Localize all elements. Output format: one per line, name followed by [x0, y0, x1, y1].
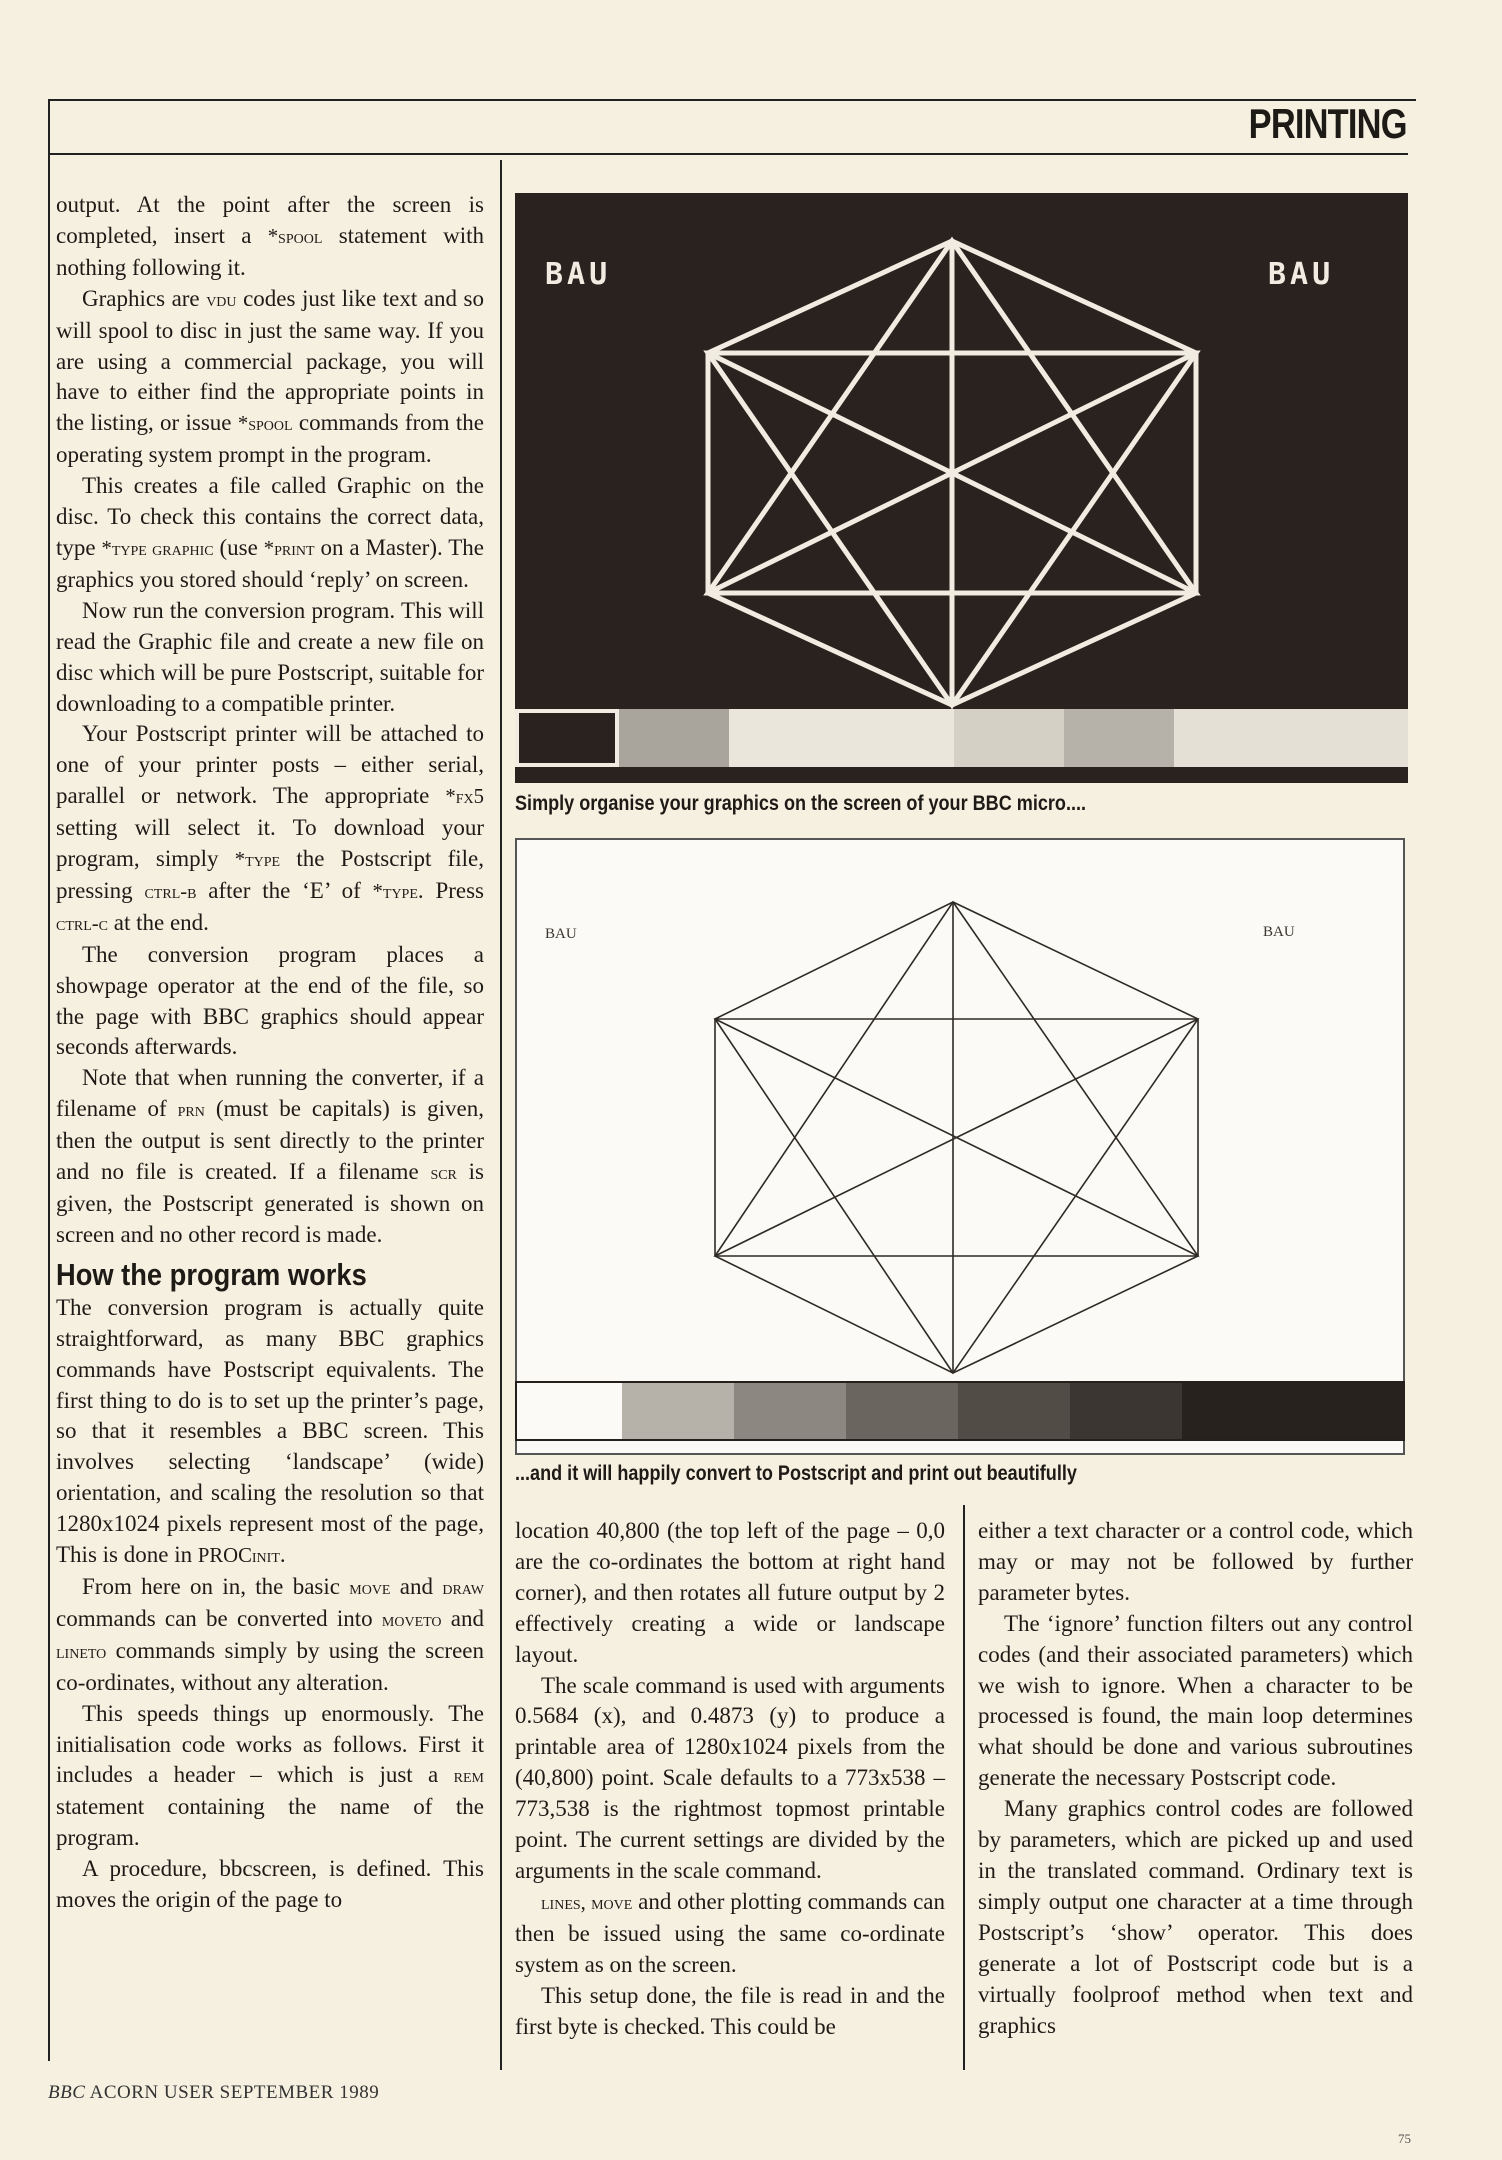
paragraph: Graphics are vdu codes just like text and so will spool to disc in just the same way. If you are using a commercial package, you will have to either find the appropriate points in the listing, or issue *spool commands from the operating system prompt in the program. [56, 285, 484, 468]
paragraph: Many graphics control codes are followed by parameters, which are picked up and used in the translated command. Ordinary text is simply output one character at a time through Postscript’s ‘show’ operator. This does generate a lot of Postscript code but is a virtually foolproof method when text and graphics [978, 1796, 1413, 2038]
screen-label-left: BAU [545, 257, 612, 292]
palette-swatch [958, 1383, 1070, 1439]
column-1 [56, 190, 484, 1916]
palette-swatch [734, 1383, 846, 1439]
header-rule [48, 153, 1408, 155]
section-title: PRINTING [1249, 100, 1407, 147]
palette-swatch [622, 1383, 734, 1439]
printout-label-left: BAU [545, 926, 577, 942]
palette-swatch [729, 709, 954, 767]
paragraph: This speeds things up enormously. The initialisation code works as follows. First it includes a header – which is just a rem statement containing the name of the program. [56, 1700, 484, 1851]
page-number: 75 [1398, 2131, 1411, 2146]
figure-caption: Simply organise your graphics on the screen of your BBC micro.... [515, 792, 1087, 815]
palette-swatch [954, 709, 1064, 767]
column-3 [978, 1516, 1413, 2041]
paragraph: lines, move and other plotting commands can then be issued using the same co-ordinate system as on the screen. [515, 1888, 945, 1977]
palette-swatch [519, 713, 615, 763]
paragraph: This setup done, the file is read in and the first byte is checked. This could be [515, 1982, 945, 2039]
paragraph: The conversion program is actually quite straightforward, as many BBC graphics commands have Postscript equivalents. The first thing to do is to set up the printer’s page, so that it resembles a BBC screen. This involves selecting ‘landscape’ (wide) orientation, and scaling the resolution so that 1280x1024 pixels represent most of the page, This is done in PROCinit. [56, 1294, 484, 1568]
printout-label-right: BAU [1263, 924, 1295, 940]
paragraph: either a text character or a control code, which may or may not be followed by further parameter bytes. [978, 1518, 1413, 1605]
palette-swatch [1174, 709, 1408, 767]
palette-swatch [846, 1383, 958, 1439]
palette-swatch [517, 1383, 622, 1439]
palette-swatch [1064, 709, 1174, 767]
palette-bar [515, 1381, 1405, 1441]
palette-swatch [1182, 1383, 1403, 1439]
postscript-printout-figure [515, 838, 1405, 1455]
column-rule-1 [500, 160, 502, 2070]
paragraph: Now run the conversion program. This will read the Graphic file and create a new file on disc which will be pure Postscript, suitable for downloading to a compatible printer. [56, 597, 484, 716]
magazine-footer: BBC ACORN USER SEPTEMBER 1989 [48, 2082, 380, 2103]
screen-label-right: BAU [1268, 257, 1335, 292]
palette-swatch [619, 709, 729, 767]
column-rule-2 [963, 1505, 965, 2070]
paragraph: A procedure, bbcscreen, is defined. This moves the origin of the page to [56, 1856, 484, 1913]
column-2 [515, 1516, 945, 2042]
paragraph: The scale command is used with arguments 0.5684 (x), and 0.4873 (y) to produce a printable area of 1280x1024 pixels from the (40,800) point. Scale defaults to a 773x538 – 773,538 is the rightmost topmost printable point. The current settings are divided by the arguments in the scale command. [515, 1672, 945, 1883]
paragraph: Note that when running the converter, if a filename of prn (must be capitals) is given, then the output is sent directly to the printer and no file is created. If a filename scr is given, the Postscript generated is shown on screen and no other record is made. [56, 1065, 485, 1247]
paragraph: Your Postscript printer will be attached to one of your printer posts – either serial, parallel or network. The appropriate *fx5 setting will select it. To download your program, simply *type the Postscript file, pressing ctrl-b after the ‘E’ of *type. Press ctrl-c at the end. [56, 721, 485, 935]
paragraph: This creates a file called Graphic on the disc. To check this contains the correct data, type *type graphic (use *print on a Master). The graphics you stored should ‘reply’ on screen. [56, 473, 484, 592]
paragraph: location 40,800 (the top left of the page – 0,0 are the co-ordinates the bottom at right hand corner), and then rotates all future output by 2 effectively creating a wide or landscape layout. [515, 1518, 945, 1667]
paragraph: output. At the point after the screen is completed, insert a *spool statement with nothing following it. [56, 192, 484, 280]
paragraph: From here on in, the basic move and draw commands can be converted into moveto and lineto commands simply by using the screen co-ordinates, without any alteration. [56, 1573, 484, 1695]
palette-swatch [1070, 1383, 1182, 1439]
section-heading: How the program works [56, 1256, 367, 1292]
bbc-screen-figure [515, 193, 1408, 783]
paragraph: The conversion program places a showpage operator at the end of the file, so the page with BBC graphics should appear seconds afterwards. [56, 941, 484, 1060]
palette-bar [515, 709, 1408, 767]
figure-caption: ...and it will happily convert to Postscript and print out beautifully [515, 1462, 1077, 1485]
paragraph: The ‘ignore’ function filters out any control codes (and their associated parameters) which we wish to ignore. When a character to be processed is found, the main loop determines what should be done and various subroutines generate the necessary Postscript code. [978, 1610, 1413, 1791]
